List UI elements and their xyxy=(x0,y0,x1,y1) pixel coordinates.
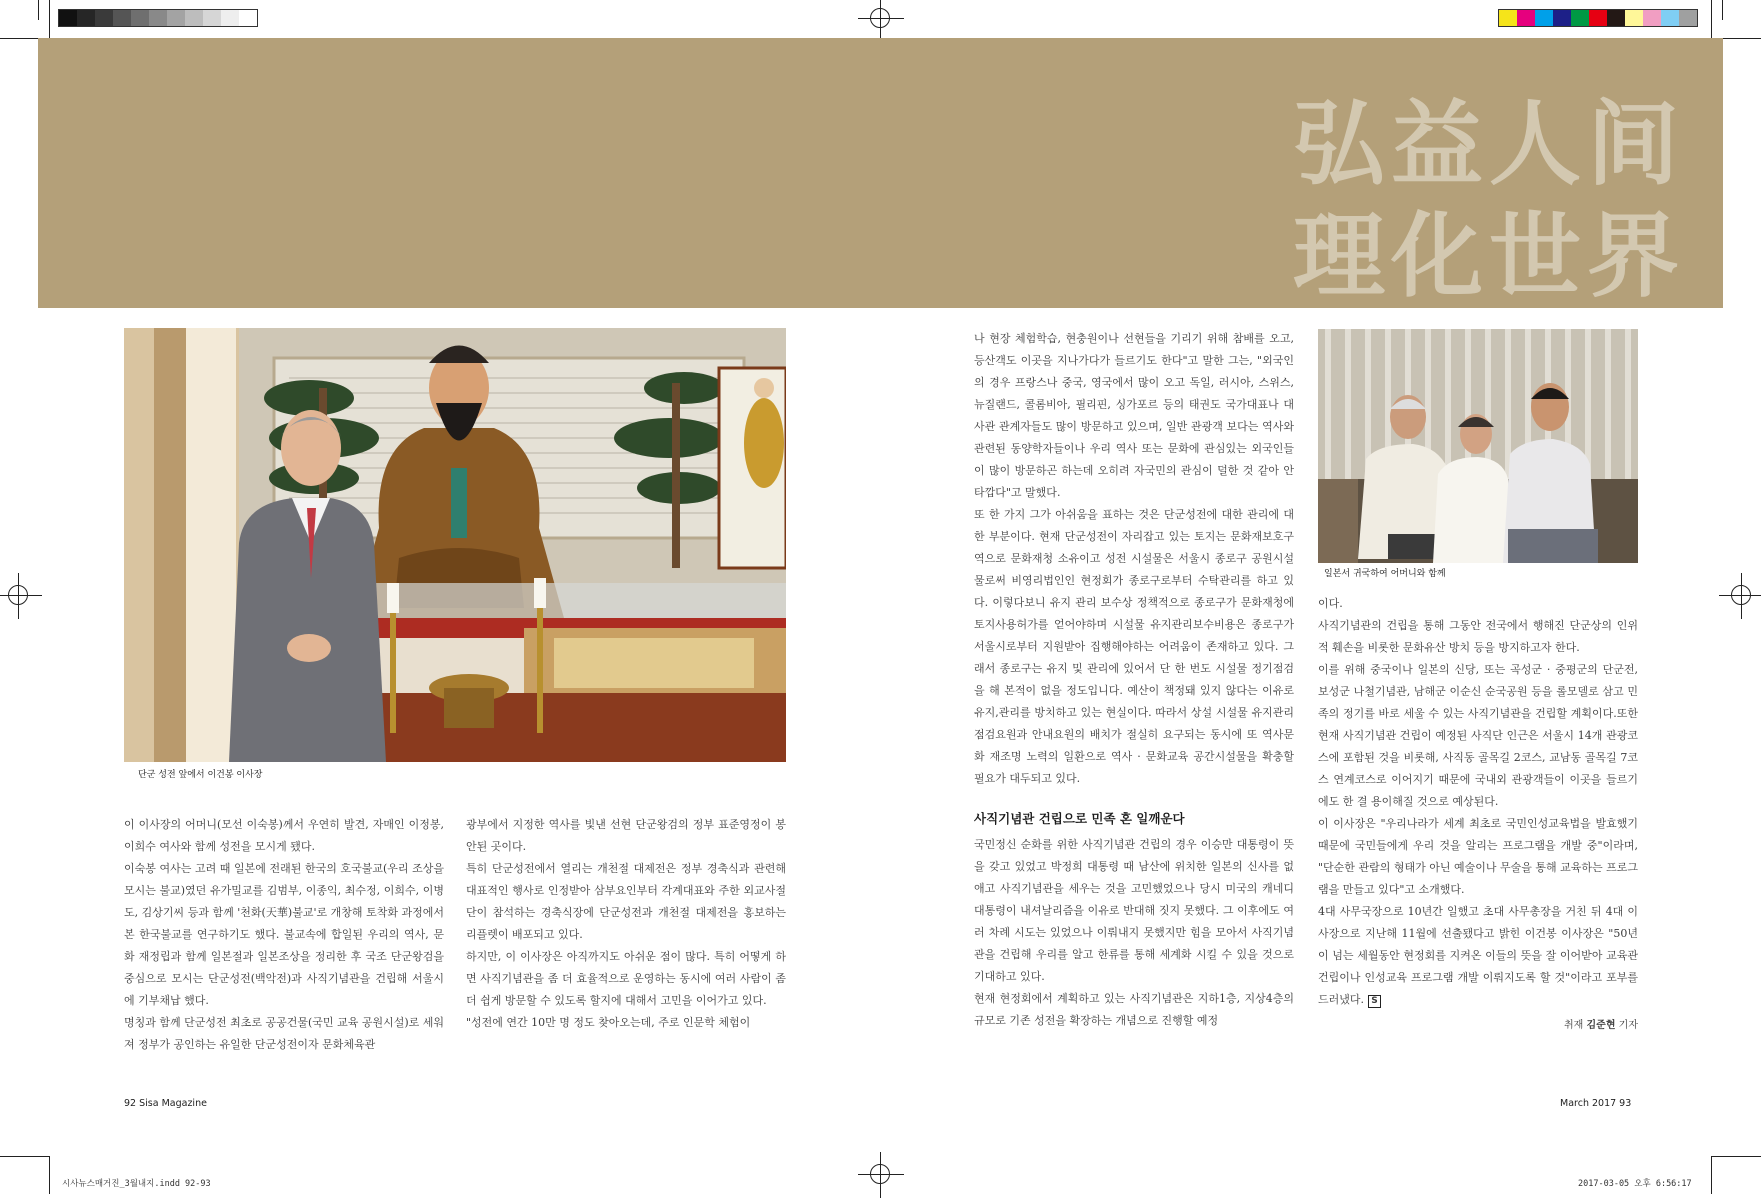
slug-line-left: 시사뉴스매거진_3월내지.indd 92-93 xyxy=(62,1179,211,1189)
color-swatch xyxy=(1535,10,1553,26)
paragraph-final xyxy=(1318,901,1638,1011)
article-column-4 xyxy=(1318,593,1638,1037)
paragraph: 광부에서 지정한 역사를 빛낸 선현 단군왕검의 정부 표준영정이 봉안된 곳이다. xyxy=(466,818,786,853)
color-swatch xyxy=(239,10,257,26)
end-mark-icon: S xyxy=(1368,995,1381,1008)
photo-caption-left: 단군 성전 앞에서 이건봉 이사장 xyxy=(138,770,263,780)
color-swatch xyxy=(1625,10,1643,26)
article-column-2 xyxy=(466,814,786,1034)
paragraph: 하지만, 이 이사장은 아직까지도 아쉬운 점이 많다. 특히 어떻게 하면 사직기념관을 좀 더 효율적으로 운영하는 동시에 여러 사람이 좀 더 쉽게 방문할 수 있도록 할지에 대해서 고민을 이어가고 있다. xyxy=(466,950,786,1007)
color-swatch xyxy=(113,10,131,26)
header-banner xyxy=(38,38,1723,308)
paragraph: 이를 위해 중국이나 일본의 신당, 또는 곡성군 · 중평군의 단군전, 보성군 나철기념관, 남해군 이순신 순국공원 등을 롤모델로 삼고 민족의 정기를 바로 세울 수 있는 사직기념관을 건립할 계획이다.또한 현재 사직기념관 건립이 예정된 사직단 인근은 서울시 14개 관광코스에 포함된 것을 비롯해, 사직동 골목길 2코스, 교남동 골목길 7코스 연계코스로 이어지기 때문에 국내외 관광객들이 이곳을 들르기에도 한 결 용이해질 것으로 예상된다. xyxy=(1318,663,1638,808)
paragraph: 이숙봉 여사는 고려 때 일본에 전래된 한국의 호국불교(우리 조상을 모시는 불교)였던 유가밀교를 김범부, 이종익, 최수정, 이희수, 이병도, 김상기씨 등과 함께 '천화(天華)불교'로 개창해 토착화 과정에서 본 한국불교를 연구하기도 했다. 불교속에 합일된 우리의 역사, 문화 재정립과 함께 일본절과 일본조상을 정리한 후 국조 단군왕검을 중심으로 모시는 단군성전(백악전)과 사직기념관을 건립해 서울시에 기부채납 했다. xyxy=(124,862,444,1007)
paragraph: 특히 단군성전에서 열리는 개천절 대제전은 정부 경축식과 관련해 대표적인 행사로 인정받아 삼부요인부터 각계대표와 주한 외교사절단이 참석하는 경축식장에 단군성전과 개천절 대제전을 홍보하는 리플렛이 배포되고 있다. xyxy=(466,862,786,941)
byline-prefix: 취재 xyxy=(1563,1020,1584,1031)
crop-mark xyxy=(0,1156,50,1157)
crop-mark xyxy=(1711,1156,1712,1194)
color-swatch xyxy=(1553,10,1571,26)
color-swatch xyxy=(59,10,77,26)
color-swatch xyxy=(221,10,239,26)
crop-mark xyxy=(38,0,39,20)
color-swatch xyxy=(1643,10,1661,26)
article-column-1 xyxy=(124,814,444,1056)
color-swatch xyxy=(131,10,149,26)
byline-name: 김준현 xyxy=(1586,1020,1616,1031)
photo-chairman-at-shrine xyxy=(124,328,786,762)
paragraph: 이 이사장은 "우리나라가 세계 최초로 국민인성교육법을 발효했기 때문에 국민들에게 우리 것을 알리는 프로그램을 개발 중"이라며, "단순한 관람의 형태가 아닌 예술이나 무술을 통해 교육하는 프로그램을 만들고 있다"고 소개했다. xyxy=(1318,817,1638,896)
calligraphy-line-1: 弘益人间 xyxy=(1292,90,1685,198)
process-color-bar xyxy=(1498,9,1698,27)
crop-mark xyxy=(1722,0,1723,20)
slug-line-right: 2017-03-05 오후 6:56:17 xyxy=(1578,1179,1692,1189)
color-swatch xyxy=(95,10,113,26)
paragraph: 명칭과 함께 단군성전 최초로 공공건물(국민 교육 공원시설)로 세워져 정부가 공인하는 유일한 단군성전이자 문화체육관 xyxy=(124,1016,444,1051)
calligraphy-line-2: 理化世界 xyxy=(1292,202,1685,310)
paragraph: 또 한 가지 그가 아쉬움을 표하는 것은 단군성전에 대한 관리에 대한 부분이다. 현재 단군성전이 자리잡고 있는 토지는 문화재보호구역으로 문화재청 소유이고 성전 시설물은 서울시 종로구 공원시설물로써 비영리법인인 현정회가 종로구로부터 수탁관리를 하고 있다. 이렇다보니 유지 관리 보수상 정책적으로 종로구가 문화재청에 토지사용허가를 얻어야하며 시설물 유지관리보수비용은 종로구가 서울시로부터 지원받아 집행해야하는 어려움이 존재하고 있다. 그래서 종로구는 유지 및 관리에 있어서 단 한 번도 시설물 정기점검을 해 본적이 없을 정도입니다. 예산이 책정돼 있지 않다는 이유로 유지,관리를 방치하고 있는 현실이다. 따라서 상설 시설물 유지관리 점검요원과 안내요원의 배치가 절실히 요구되는 동시에 또 역사문화 재조명 노력의 일환으로 역사 · 문화교육 공간시설물을 확충할 필요가 대두되고 있다. xyxy=(974,508,1294,785)
paragraph: 사직기념관의 건립을 통해 그동안 전국에서 행해진 단군상의 인위적 훼손을 비롯한 문화유산 방치 등을 방지하고자 한다. xyxy=(1318,619,1638,654)
paragraph: 이 이사장의 어머니(모선 이숙봉)께서 우연히 발견, 자매인 이정봉, 이희수 여사와 함께 성전을 모시게 됐다. xyxy=(124,818,444,853)
paragraph-text: 4대 사무국장으로 10년간 일했고 초대 사무총장을 거친 뒤 4대 이사장으로 지난해 11월에 선출됐다고 밝힌 이건봉 이사장은 "50년이 넘는 세월동안 현정회를 지켜온 이들의 뜻을 잘 이어받아 교육관 건립이나 인성교육 프로그램 개발 이뤄지도록 할 것"이라고 포부를 드러냈다. xyxy=(1318,905,1638,1006)
byline xyxy=(1318,1015,1638,1037)
color-swatch xyxy=(167,10,185,26)
color-swatch xyxy=(149,10,167,26)
color-swatch xyxy=(1571,10,1589,26)
folio-left: 92 Sisa Magazine xyxy=(124,1098,207,1109)
paragraph: 국민정신 순화를 위한 사직기념관 건립의 경우 이승만 대통령이 뜻을 갖고 있었고 박정희 대통령 때 남산에 위치한 일본의 신사를 없애고 사직기념관을 세우는 것을 고민했었으나 당시 미국의 캐네디 대통령이 내셔날리즘을 이유로 반대해 짓지 못했다. 그 이후에도 여러 차례 시도는 있었으나 이뤄내지 못했지만 힘을 모아서 사직기념관을 건립해 우리를 알고 한류를 통해 세계화 시킬 수 있을 것으로 기대하고 있다. xyxy=(974,838,1294,983)
color-swatch xyxy=(203,10,221,26)
photo-caption-right: 일본서 귀국하여 어머니와 함께 xyxy=(1324,569,1446,579)
color-swatch xyxy=(1661,10,1679,26)
color-swatch xyxy=(1517,10,1535,26)
photo-chairman-with-mother xyxy=(1318,329,1638,563)
calligraphy-motto xyxy=(1285,88,1685,312)
color-swatch xyxy=(1589,10,1607,26)
color-swatch xyxy=(1499,10,1517,26)
paragraph: "성전에 연간 10만 명 정도 찾아오는데, 주로 인문학 체험이 xyxy=(466,1016,751,1029)
paragraph: 나 현장 체험학습, 현충원이나 선현들을 기리기 위해 참배를 오고, 등산객도 이곳을 지나가다가 들르기도 한다"고 말한 그는, "외국인의 경우 프랑스나 중국, 영국에서 많이 오고 독일, 러시아, 스위스, 뉴질랜드, 콜롬비아, 필리핀, 싱가포르 등의 태권도 국가대표나 대사관 관계자들도 많이 방문하고 있으며, 일반 관광객 보다는 역사와 관련된 동양학자들이나 우리 역사 또는 문화에 관심있는 외국인들이 많이 방문하곤 하는데 오히려 자국민의 관심이 덜한 것 같아 안타깝다"고 말했다. xyxy=(974,332,1294,499)
folio-right: March 2017 93 xyxy=(1560,1098,1632,1109)
crop-mark xyxy=(49,0,50,38)
paragraph: 현재 현정회에서 계획하고 있는 사직기념관은 지하1층, 지상4층의 규모로 기존 성전을 확장하는 개념으로 진행할 예정 xyxy=(974,992,1294,1027)
registration-mark-right xyxy=(1719,573,1761,619)
paragraph: 이다. xyxy=(1318,597,1343,610)
color-swatch xyxy=(1607,10,1625,26)
color-swatch xyxy=(77,10,95,26)
registration-mark-top xyxy=(858,0,904,42)
registration-mark-left xyxy=(0,573,42,619)
color-swatch xyxy=(185,10,203,26)
crop-mark xyxy=(1711,0,1712,38)
registration-mark-bottom xyxy=(858,1152,904,1198)
grayscale-color-bar xyxy=(58,9,258,27)
section-heading: 사직기념관 건립으로 민족 혼 일깨운다 xyxy=(974,811,1185,826)
byline-suffix: 기자 xyxy=(1618,1020,1638,1031)
article-column-3 xyxy=(974,328,1294,1032)
crop-mark xyxy=(1711,1156,1761,1157)
color-swatch xyxy=(1679,10,1697,26)
crop-mark xyxy=(49,1156,50,1194)
